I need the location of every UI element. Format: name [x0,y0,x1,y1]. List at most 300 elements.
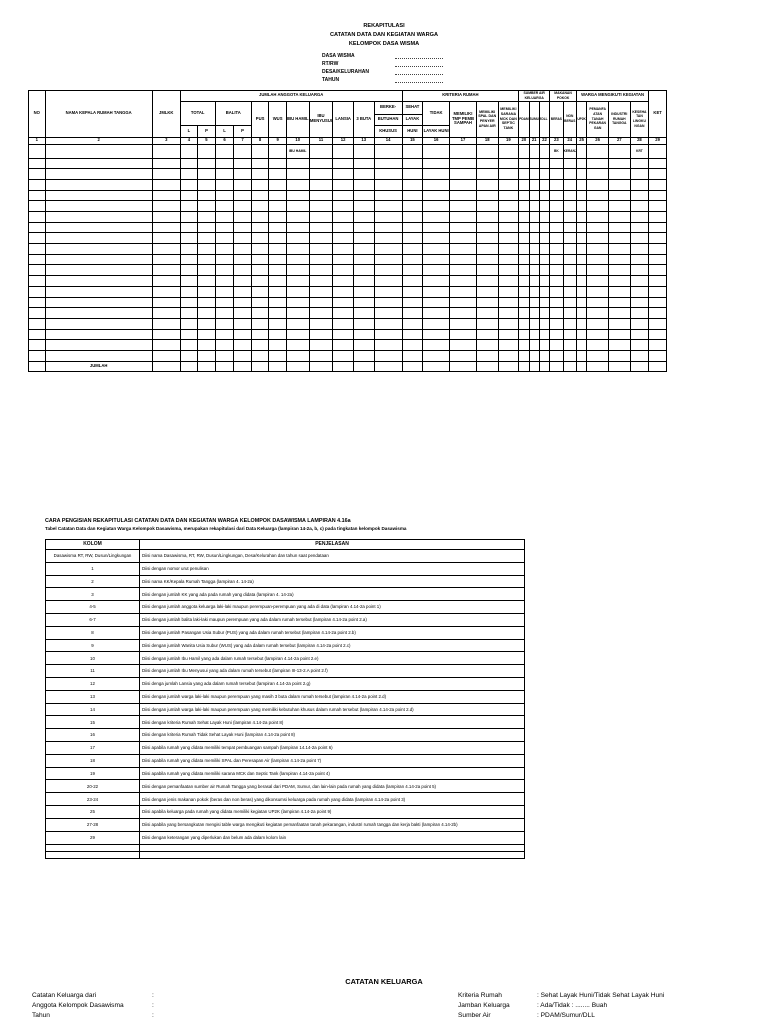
table-cell[interactable] [215,190,234,201]
table-cell[interactable] [529,201,539,212]
table-cell[interactable] [234,318,252,329]
table-cell[interactable] [649,201,667,212]
table-cell[interactable] [587,179,609,190]
table-cell[interactable] [608,340,630,351]
table-cell[interactable] [333,265,354,276]
table-cell[interactable] [374,286,402,297]
table-cell[interactable] [649,350,667,361]
table-cell[interactable] [286,179,309,190]
table-cell[interactable] [649,276,667,287]
table-cell[interactable] [587,244,609,255]
table-cell[interactable] [286,212,309,223]
table-cell[interactable] [649,179,667,190]
table-cell[interactable] [215,340,234,351]
table-cell[interactable] [198,244,216,255]
table-cell[interactable] [587,233,609,244]
table-cell[interactable] [45,340,152,351]
table-cell[interactable] [180,222,198,233]
table-cell[interactable] [630,222,649,233]
table-cell[interactable] [539,212,549,223]
table-cell[interactable] [29,212,46,223]
table-cell[interactable] [476,254,498,265]
table-cell[interactable] [309,169,333,180]
table-cell[interactable] [251,276,269,287]
table-cell[interactable] [309,190,333,201]
table-cell[interactable] [563,201,576,212]
table-cell[interactable] [587,308,609,319]
table-cell[interactable] [152,201,180,212]
table-cell[interactable] [608,276,630,287]
table-cell[interactable] [529,329,539,340]
table-cell[interactable] [180,201,198,212]
table-cell[interactable] [309,158,333,169]
table-cell[interactable] [529,169,539,180]
table-cell[interactable] [563,329,576,340]
table-cell[interactable] [476,169,498,180]
table-cell[interactable] [423,340,450,351]
table-cell[interactable] [649,265,667,276]
table-cell[interactable] [423,350,450,361]
table-cell[interactable] [402,297,423,308]
table-cell[interactable] [476,297,498,308]
table-cell[interactable] [608,318,630,329]
table-cell[interactable] [608,308,630,319]
table-cell[interactable] [29,276,46,287]
table-cell[interactable] [563,318,576,329]
table-cell[interactable] [519,169,529,180]
table-cell[interactable] [529,179,539,190]
table-cell[interactable] [333,308,354,319]
table-cell[interactable] [649,233,667,244]
table-cell[interactable] [529,318,539,329]
table-cell[interactable] [576,276,586,287]
table-cell[interactable] [450,329,477,340]
table-cell[interactable] [539,329,549,340]
table-cell[interactable] [498,158,519,169]
table-cell[interactable] [234,233,252,244]
table-cell[interactable] [198,286,216,297]
table-cell[interactable] [423,158,450,169]
table-cell[interactable] [353,158,374,169]
table-cell[interactable] [198,308,216,319]
table-cell[interactable] [550,201,563,212]
table-cell[interactable] [576,201,586,212]
table-cell[interactable] [198,254,216,265]
table-cell[interactable] [333,179,354,190]
table-cell[interactable] [450,340,477,351]
table-cell[interactable] [450,169,477,180]
table-cell[interactable] [309,212,333,223]
table-cell[interactable] [309,222,333,233]
table-cell[interactable] [45,244,152,255]
table-cell[interactable] [234,286,252,297]
table-cell[interactable] [198,297,216,308]
table-cell[interactable] [29,190,46,201]
table-cell[interactable] [29,158,46,169]
table-cell[interactable] [333,222,354,233]
table-cell[interactable] [234,254,252,265]
table-cell[interactable] [215,286,234,297]
table-cell[interactable] [374,190,402,201]
table-cell[interactable] [450,201,477,212]
table-cell[interactable] [476,329,498,340]
table-cell[interactable] [576,329,586,340]
table-cell[interactable] [353,169,374,180]
table-cell[interactable] [519,233,529,244]
table-cell[interactable] [587,254,609,265]
table-cell[interactable] [215,329,234,340]
table-cell[interactable] [550,276,563,287]
table-cell[interactable] [152,169,180,180]
table-cell[interactable] [587,286,609,297]
table-cell[interactable] [402,244,423,255]
table-cell[interactable] [309,308,333,319]
table-cell[interactable] [529,190,539,201]
table-cell[interactable] [333,340,354,351]
table-cell[interactable] [649,244,667,255]
table-cell[interactable] [576,233,586,244]
table-cell[interactable] [251,158,269,169]
table-cell[interactable] [519,276,529,287]
table-cell[interactable] [180,350,198,361]
table-cell[interactable] [353,190,374,201]
table-cell[interactable] [498,318,519,329]
table-cell[interactable] [476,286,498,297]
table-cell[interactable] [45,169,152,180]
table-cell[interactable] [215,254,234,265]
table-cell[interactable] [529,308,539,319]
table-cell[interactable] [476,158,498,169]
table-cell[interactable] [215,233,234,244]
table-cell[interactable] [423,329,450,340]
table-cell[interactable] [180,169,198,180]
table-cell[interactable] [529,222,539,233]
table-cell[interactable] [333,286,354,297]
table-cell[interactable] [374,222,402,233]
table-cell[interactable] [45,201,152,212]
table-cell[interactable] [198,350,216,361]
table-cell[interactable] [498,286,519,297]
table-cell[interactable] [198,201,216,212]
table-cell[interactable] [309,350,333,361]
table-cell[interactable] [649,329,667,340]
table-cell[interactable] [251,318,269,329]
table-cell[interactable] [152,265,180,276]
table-cell[interactable] [630,340,649,351]
table-cell[interactable] [374,254,402,265]
table-cell[interactable] [576,286,586,297]
table-cell[interactable] [649,169,667,180]
table-cell[interactable] [45,190,152,201]
table-cell[interactable] [269,329,287,340]
table-cell[interactable] [608,169,630,180]
table-cell[interactable] [550,297,563,308]
table-cell[interactable] [333,350,354,361]
table-cell[interactable] [423,276,450,287]
table-cell[interactable] [333,169,354,180]
table-cell[interactable] [374,308,402,319]
table-cell[interactable] [29,329,46,340]
table-cell[interactable] [563,254,576,265]
table-cell[interactable] [630,233,649,244]
table-cell[interactable] [234,297,252,308]
table-cell[interactable] [269,286,287,297]
table-cell[interactable] [550,308,563,319]
table-cell[interactable] [333,201,354,212]
table-cell[interactable] [309,265,333,276]
table-cell[interactable] [576,179,586,190]
table-cell[interactable] [180,158,198,169]
table-cell[interactable] [608,297,630,308]
table-cell[interactable] [608,350,630,361]
table-cell[interactable] [630,169,649,180]
table-cell[interactable] [333,254,354,265]
table-cell[interactable] [450,212,477,223]
table-cell[interactable] [234,158,252,169]
table-cell[interactable] [269,190,287,201]
table-cell[interactable] [198,276,216,287]
table-cell[interactable] [402,201,423,212]
table-cell[interactable] [587,190,609,201]
table-cell[interactable] [180,297,198,308]
table-cell[interactable] [402,340,423,351]
table-cell[interactable] [251,340,269,351]
table-cell[interactable] [576,308,586,319]
table-cell[interactable] [402,212,423,223]
table-cell[interactable] [374,318,402,329]
table-cell[interactable] [353,276,374,287]
table-cell[interactable] [45,297,152,308]
table-cell[interactable] [152,340,180,351]
table-cell[interactable] [576,158,586,169]
table-cell[interactable] [476,276,498,287]
table-cell[interactable] [550,329,563,340]
table-cell[interactable] [152,222,180,233]
table-cell[interactable] [423,318,450,329]
table-cell[interactable] [450,254,477,265]
table-cell[interactable] [234,190,252,201]
table-cell[interactable] [519,340,529,351]
table-cell[interactable] [251,169,269,180]
table-cell[interactable] [476,244,498,255]
table-cell[interactable] [550,158,563,169]
table-cell[interactable] [563,158,576,169]
table-cell[interactable] [630,254,649,265]
table-cell[interactable] [353,340,374,351]
table-cell[interactable] [498,254,519,265]
table-cell[interactable] [450,190,477,201]
table-cell[interactable] [630,201,649,212]
table-cell[interactable] [498,244,519,255]
table-cell[interactable] [550,222,563,233]
table-cell[interactable] [608,286,630,297]
table-cell[interactable] [45,329,152,340]
table-cell[interactable] [498,169,519,180]
table-cell[interactable] [234,308,252,319]
table-cell[interactable] [539,297,549,308]
table-cell[interactable] [269,265,287,276]
table-cell[interactable] [402,286,423,297]
table-cell[interactable] [29,286,46,297]
table-cell[interactable] [152,286,180,297]
table-cell[interactable] [286,329,309,340]
table-cell[interactable] [251,212,269,223]
table-cell[interactable] [587,318,609,329]
table-cell[interactable] [309,286,333,297]
table-cell[interactable] [450,158,477,169]
table-cell[interactable] [576,350,586,361]
table-cell[interactable] [630,276,649,287]
table-cell[interactable] [269,201,287,212]
table-cell[interactable] [251,244,269,255]
table-cell[interactable] [45,212,152,223]
table-cell[interactable] [587,350,609,361]
table-cell[interactable] [402,190,423,201]
table-cell[interactable] [402,329,423,340]
table-cell[interactable] [423,222,450,233]
table-cell[interactable] [498,201,519,212]
table-cell[interactable] [450,350,477,361]
table-cell[interactable] [539,254,549,265]
table-cell[interactable] [215,350,234,361]
table-cell[interactable] [234,201,252,212]
table-cell[interactable] [45,276,152,287]
table-cell[interactable] [309,201,333,212]
table-cell[interactable] [519,158,529,169]
table-cell[interactable] [152,244,180,255]
table-cell[interactable] [309,297,333,308]
table-cell[interactable] [286,276,309,287]
table-cell[interactable] [529,233,539,244]
table-cell[interactable] [353,308,374,319]
table-cell[interactable] [423,233,450,244]
table-cell[interactable] [269,297,287,308]
table-cell[interactable] [423,201,450,212]
table-cell[interactable] [29,244,46,255]
table-cell[interactable] [539,222,549,233]
table-cell[interactable] [630,190,649,201]
table-cell[interactable] [476,265,498,276]
table-cell[interactable] [476,212,498,223]
table-cell[interactable] [374,350,402,361]
table-cell[interactable] [402,308,423,319]
table-cell[interactable] [234,329,252,340]
table-cell[interactable] [269,179,287,190]
table-cell[interactable] [251,350,269,361]
table-cell[interactable] [234,212,252,223]
table-cell[interactable] [649,158,667,169]
table-cell[interactable] [45,254,152,265]
table-cell[interactable] [450,297,477,308]
table-cell[interactable] [539,340,549,351]
table-cell[interactable] [519,308,529,319]
table-cell[interactable] [498,329,519,340]
table-cell[interactable] [286,190,309,201]
table-cell[interactable] [251,265,269,276]
table-cell[interactable] [215,179,234,190]
table-cell[interactable] [529,340,539,351]
table-cell[interactable] [215,276,234,287]
table-cell[interactable] [563,179,576,190]
table-cell[interactable] [374,265,402,276]
table-cell[interactable] [519,329,529,340]
table-cell[interactable] [215,201,234,212]
table-cell[interactable] [587,212,609,223]
table-cell[interactable] [29,233,46,244]
table-cell[interactable] [587,222,609,233]
table-cell[interactable] [286,340,309,351]
table-cell[interactable] [608,201,630,212]
table-cell[interactable] [529,286,539,297]
table-cell[interactable] [180,318,198,329]
table-cell[interactable] [402,158,423,169]
table-cell[interactable] [423,179,450,190]
table-cell[interactable] [198,265,216,276]
table-cell[interactable] [608,190,630,201]
table-cell[interactable] [269,158,287,169]
table-cell[interactable] [402,254,423,265]
table-cell[interactable] [423,169,450,180]
table-cell[interactable] [180,265,198,276]
table-cell[interactable] [198,222,216,233]
table-cell[interactable] [498,233,519,244]
table-cell[interactable] [29,308,46,319]
table-cell[interactable] [608,222,630,233]
table-cell[interactable] [269,222,287,233]
table-cell[interactable] [450,222,477,233]
table-cell[interactable] [649,318,667,329]
table-cell[interactable] [374,244,402,255]
table-cell[interactable] [498,308,519,319]
table-cell[interactable] [423,308,450,319]
table-cell[interactable] [476,308,498,319]
table-cell[interactable] [498,179,519,190]
table-cell[interactable] [269,212,287,223]
table-cell[interactable] [198,340,216,351]
table-cell[interactable] [333,190,354,201]
table-cell[interactable] [498,297,519,308]
table-cell[interactable] [563,276,576,287]
table-cell[interactable] [180,244,198,255]
table-cell[interactable] [286,244,309,255]
table-cell[interactable] [353,329,374,340]
table-cell[interactable] [529,212,539,223]
table-cell[interactable] [45,350,152,361]
table-cell[interactable] [269,169,287,180]
table-cell[interactable] [608,233,630,244]
table-cell[interactable] [269,276,287,287]
table-cell[interactable] [251,190,269,201]
table-cell[interactable] [353,265,374,276]
table-cell[interactable] [45,222,152,233]
table-cell[interactable] [576,190,586,201]
table-cell[interactable] [286,158,309,169]
table-cell[interactable] [563,265,576,276]
table-cell[interactable] [269,244,287,255]
table-cell[interactable] [539,308,549,319]
table-cell[interactable] [550,318,563,329]
table-cell[interactable] [539,286,549,297]
table-cell[interactable] [587,158,609,169]
table-cell[interactable] [450,286,477,297]
table-cell[interactable] [215,244,234,255]
table-cell[interactable] [576,244,586,255]
table-cell[interactable] [152,350,180,361]
table-cell[interactable] [152,179,180,190]
table-cell[interactable] [649,222,667,233]
table-cell[interactable] [45,233,152,244]
table-cell[interactable] [180,286,198,297]
